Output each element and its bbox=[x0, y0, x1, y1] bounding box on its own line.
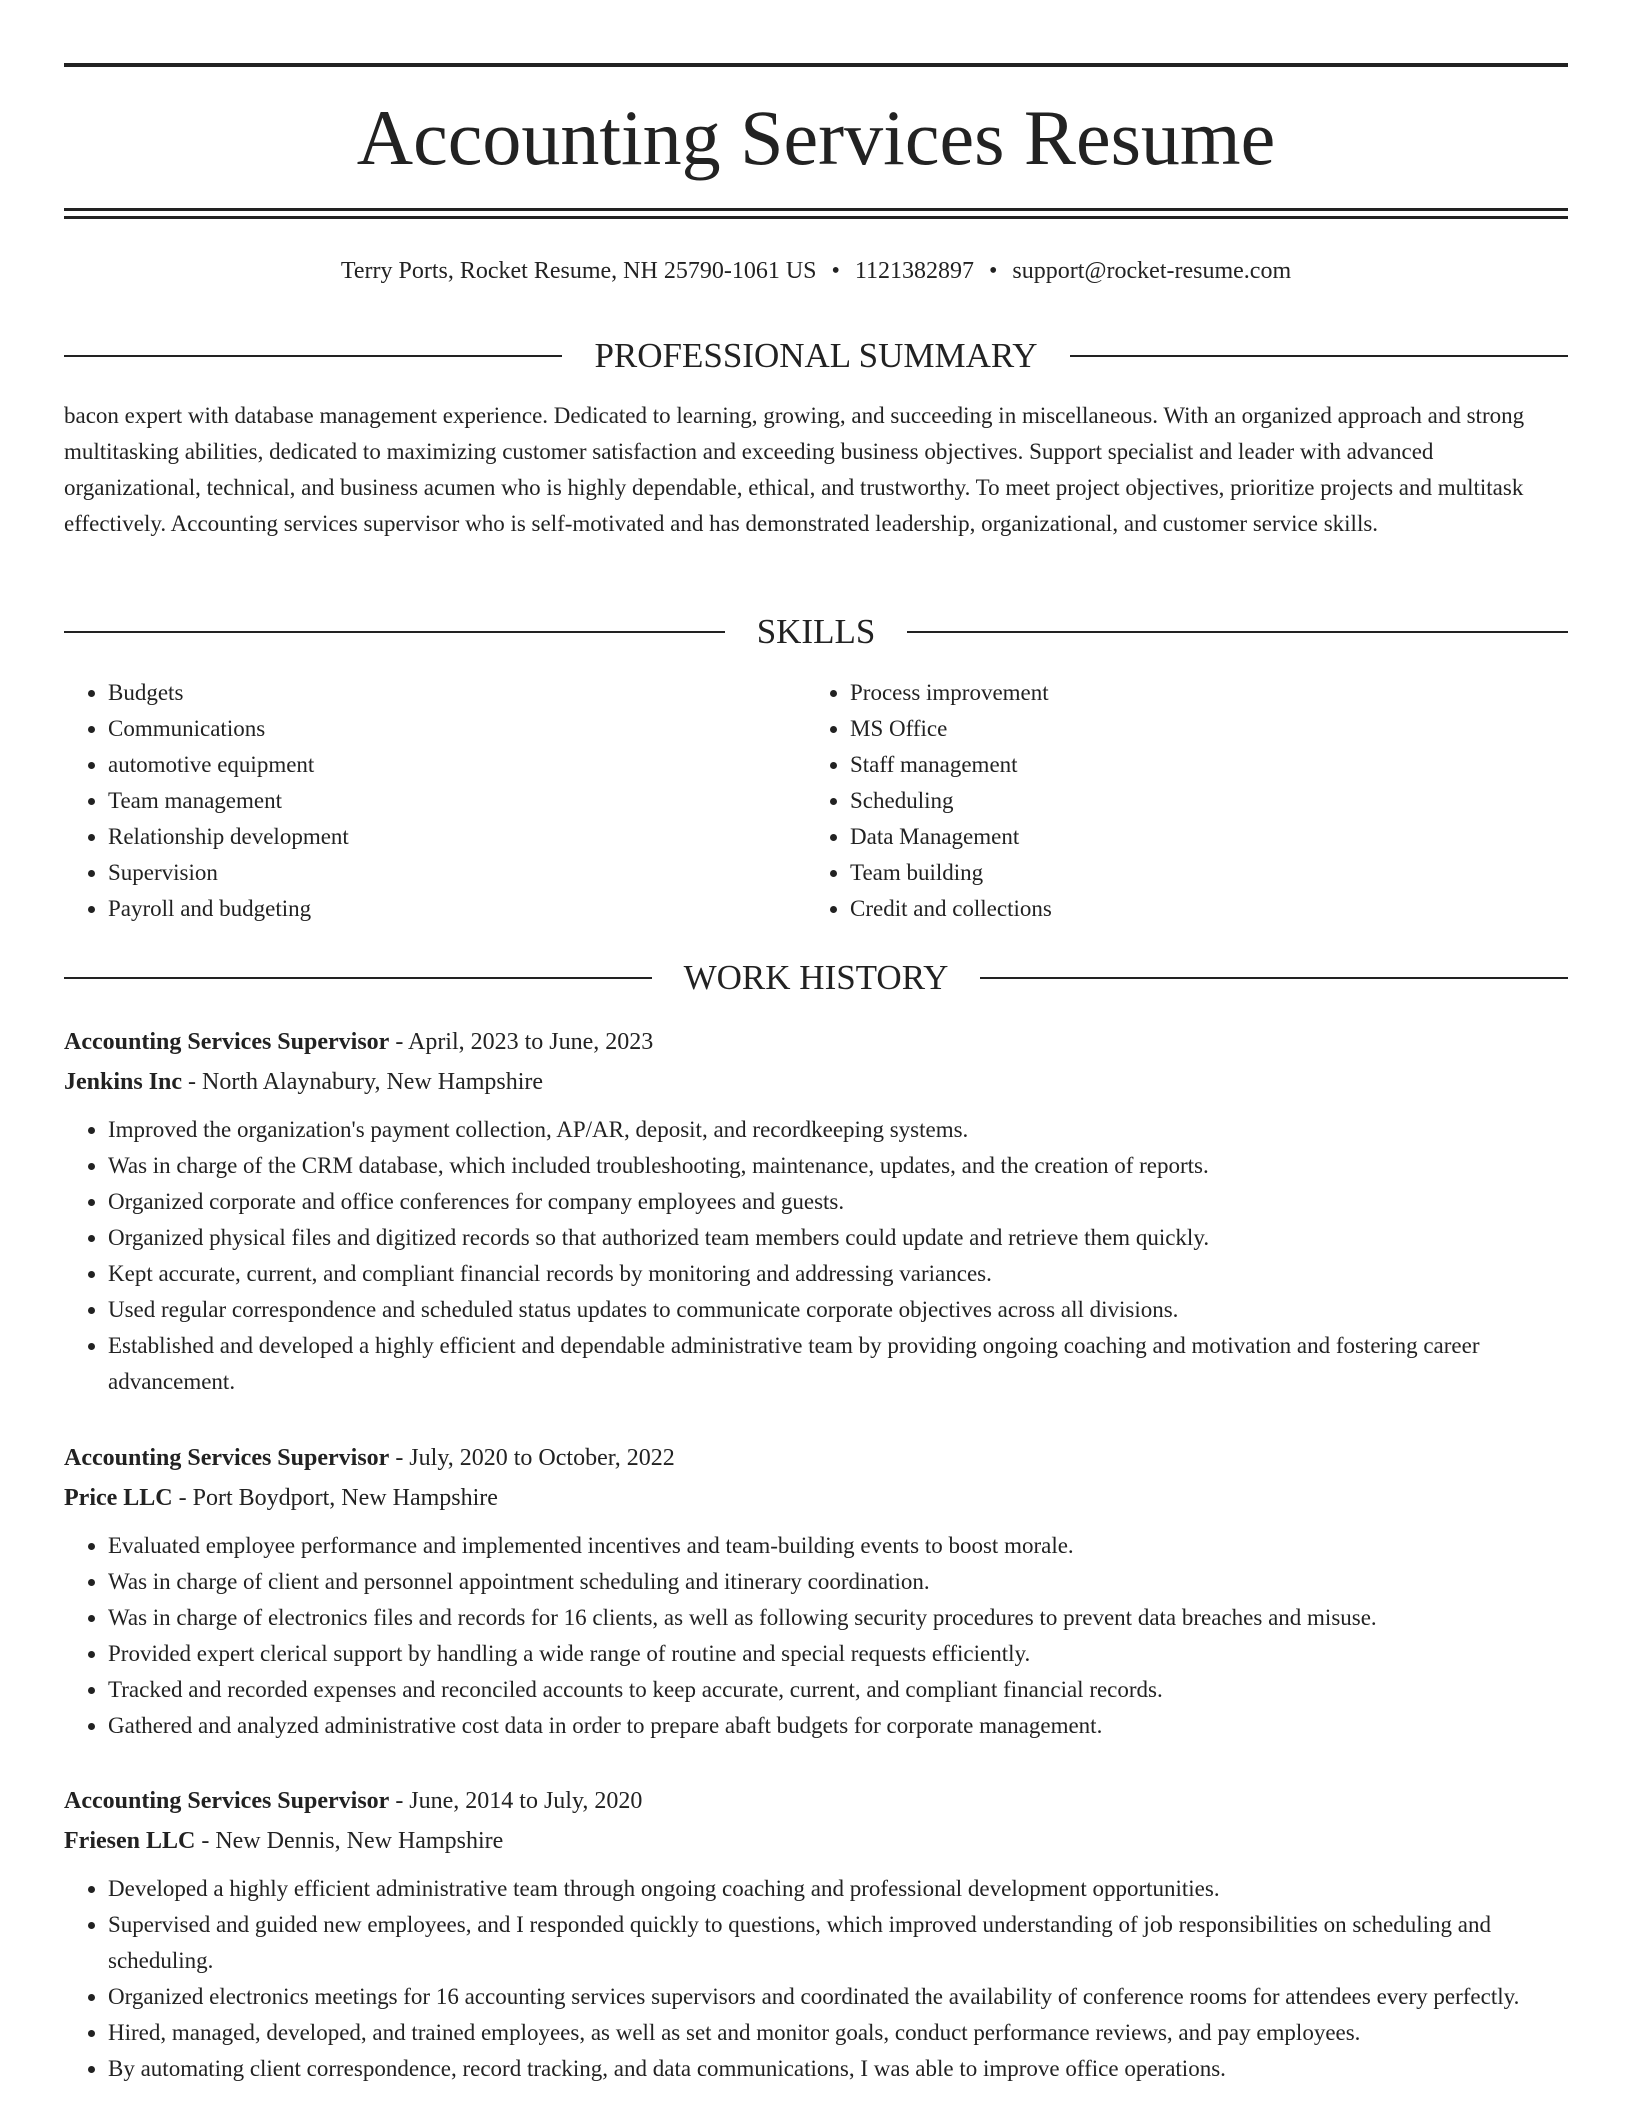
contact-address: Terry Ports, Rocket Resume, NH 25790-1061 US bbox=[340, 258, 817, 284]
job-company: Jenkins Inc bbox=[64, 1069, 183, 1095]
job-title-line bbox=[64, 1022, 1568, 1062]
job-entry bbox=[64, 1438, 1568, 1744]
job-bullet: • Tracked and recorded expenses and reconciled accounts to keep accurate, current, and compliant financial records. bbox=[108, 1672, 1568, 1708]
professional-summary-text: bacon expert with database management experience. Dedicated to learning, growing, and succeeding in miscellaneous. With an organized approach and strong multitasking abilities, dedicated to maximizing customer satisfaction and exceeding business objectives. Support specialist and leader with advanced organizational, technical, and business acumen who is highly dependable, ethical, and trustworthy. To meet project objectives, prioritize projects and multitask effectively. Accounting services supervisor who is self-motivated and has demonstrated leadership, organizational, and customer service skills. bbox=[64, 403, 1525, 536]
contact-phone: 1121382897 bbox=[854, 258, 975, 284]
section-rule bbox=[64, 977, 652, 979]
job-company: Price LLC bbox=[64, 1485, 173, 1511]
skill-item: • Scheduling bbox=[850, 783, 1548, 819]
job-dates: - April, 2023 to June, 2023 bbox=[389, 1029, 654, 1055]
job-bullet: • Evaluated employee performance and implemented incentives and team-building events to boost morale. bbox=[108, 1528, 1568, 1564]
job-dates: - July, 2020 to October, 2022 bbox=[389, 1445, 675, 1471]
job-bullet: • Improved the organization's payment collection, AP/AR, deposit, and recordkeeping systems. bbox=[108, 1112, 1568, 1148]
skill-item: • Team building bbox=[850, 855, 1548, 891]
skill-item: • Data Management bbox=[850, 819, 1548, 855]
job-bullet: • By automating client correspondence, record tracking, and data communications, I was able to improve office operations. bbox=[108, 2051, 1568, 2087]
section-header-summary bbox=[64, 334, 1568, 378]
job-bullet: • Was in charge of electronics files and records for 16 clients, as well as following security procedures to prevent data breaches and misuse. bbox=[108, 1600, 1568, 1636]
job-bullet: • Organized electronics meetings for 16 accounting services supervisors and coordinated the availability of conference rooms for attendees every perfectly. bbox=[108, 1979, 1568, 2015]
job-title: Accounting Services Supervisor bbox=[64, 1788, 390, 1814]
skill-item: • Process improvement bbox=[850, 675, 1548, 711]
job-bullet: • Hired, managed, developed, and trained employees, as well as set and monitor goals, conduct performance reviews, and pay employees. bbox=[108, 2015, 1568, 2051]
skill-item: • Supervision bbox=[108, 855, 806, 891]
section-rule bbox=[64, 631, 725, 633]
job-bullet: • Kept accurate, current, and compliant financial records by monitoring and addressing variances. bbox=[108, 1256, 1568, 1292]
section-header-skills bbox=[64, 610, 1568, 654]
resume-title: Accounting Services Resume bbox=[356, 94, 1276, 181]
title-bottom-rule-second bbox=[64, 216, 1568, 219]
job-location: - New Dennis, New Hampshire bbox=[195, 1828, 504, 1854]
skill-item: • Relationship development bbox=[108, 819, 806, 855]
contact-email: support@rocket-resume.com bbox=[1012, 258, 1292, 284]
job-title-line bbox=[64, 1438, 1568, 1478]
job-bullet: • Supervised and guided new employees, and I responded quickly to questions, which improved understanding of job responsibilities on scheduling and scheduling. bbox=[108, 1907, 1568, 1979]
skill-item: • Credit and collections bbox=[850, 891, 1548, 927]
job-bullet: • Used regular correspondence and scheduled status updates to communicate corporate objectives across all divisions. bbox=[108, 1292, 1568, 1328]
job-bullet: • Was in charge of client and personnel appointment scheduling and itinerary coordination. bbox=[108, 1564, 1568, 1600]
skills-column-right bbox=[806, 675, 1548, 927]
job-bullets bbox=[64, 1871, 1568, 2087]
job-company-line bbox=[64, 1062, 1568, 1102]
section-title: PROFESSIONAL SUMMARY bbox=[594, 336, 1038, 375]
section-header-work-history bbox=[64, 956, 1568, 1000]
job-company-line bbox=[64, 1821, 1568, 1861]
section-title: SKILLS bbox=[756, 612, 876, 651]
job-entry bbox=[64, 1022, 1568, 1400]
job-dates: - June, 2014 to July, 2020 bbox=[389, 1788, 643, 1814]
job-location: - North Alaynabury, New Hampshire bbox=[182, 1069, 544, 1095]
section-rule bbox=[980, 977, 1568, 979]
job-bullet: • Organized physical files and digitized records so that authorized team members could update and retrieve them quickly. bbox=[108, 1220, 1568, 1256]
job-bullets bbox=[64, 1528, 1568, 1744]
job-title-line bbox=[64, 1781, 1568, 1821]
job-title: Accounting Services Supervisor bbox=[64, 1445, 390, 1471]
job-bullet: • Provided expert clerical support by handling a wide range of routine and special requests efficiently. bbox=[108, 1636, 1568, 1672]
title-top-rule bbox=[64, 63, 1568, 67]
job-company: Friesen LLC bbox=[64, 1828, 196, 1854]
job-location: - Port Boydport, New Hampshire bbox=[172, 1485, 498, 1511]
skills-list bbox=[64, 675, 1568, 927]
skill-item: • Communications bbox=[108, 711, 806, 747]
job-entry bbox=[64, 1781, 1568, 2087]
skill-item: • Payroll and budgeting bbox=[108, 891, 806, 927]
skill-item: • Staff management bbox=[850, 747, 1548, 783]
section-rule bbox=[64, 355, 562, 357]
job-bullet: • Developed a highly efficient administrative team through ongoing coaching and professional development opportunities. bbox=[108, 1871, 1568, 1907]
skill-item: • automotive equipment bbox=[108, 747, 806, 783]
job-bullet: • Organized corporate and office conferences for company employees and guests. bbox=[108, 1184, 1568, 1220]
title-bottom-rule bbox=[64, 208, 1568, 211]
section-rule bbox=[1070, 355, 1568, 357]
job-company-line bbox=[64, 1478, 1568, 1518]
contact-separator: • bbox=[989, 258, 998, 284]
skill-item: • MS Office bbox=[850, 711, 1548, 747]
job-bullets bbox=[64, 1112, 1568, 1400]
skill-item: • Team management bbox=[108, 783, 806, 819]
job-title: Accounting Services Supervisor bbox=[64, 1029, 390, 1055]
contact-separator: • bbox=[831, 258, 840, 284]
job-bullet: • Was in charge of the CRM database, which included troubleshooting, maintenance, updates, and the creation of reports. bbox=[108, 1148, 1568, 1184]
job-bullet: • Gathered and analyzed administrative cost data in order to prepare abaft budgets for corporate management. bbox=[108, 1708, 1568, 1744]
job-bullet: • Established and developed a highly efficient and dependable administrative team by providing ongoing coaching and motivation and fostering career advancement. bbox=[108, 1328, 1568, 1400]
contact-line bbox=[64, 254, 1568, 288]
section-rule bbox=[907, 631, 1568, 633]
skills-column-left bbox=[64, 675, 806, 927]
section-title: WORK HISTORY bbox=[683, 958, 949, 997]
skill-item: • Budgets bbox=[108, 675, 806, 711]
